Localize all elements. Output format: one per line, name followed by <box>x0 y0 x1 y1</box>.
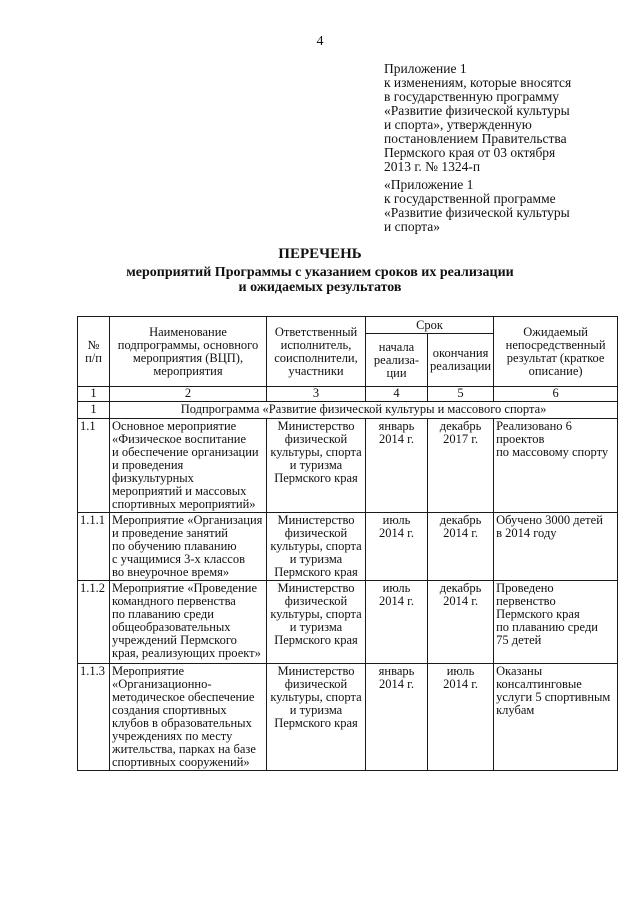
header-term-end <box>428 334 494 387</box>
row-end-line: 2014 г. <box>443 677 479 691</box>
row-result-line: в 2014 году <box>496 526 557 540</box>
original-appendix-line: «Развитие физической культуры <box>384 205 570 220</box>
row-result-line: Реализовано 6 <box>496 419 572 433</box>
original-appendix-line: к государственной программе <box>384 191 556 206</box>
original-appendix-line: «Приложение 1 <box>384 177 474 192</box>
row-responsible-line: физической <box>284 594 348 608</box>
row-name-line: мероприятий и массовых <box>112 484 247 498</box>
appendix-line: в государственную программу <box>384 89 560 104</box>
row-name-line: методическое обеспечение <box>112 690 255 704</box>
row-responsible-line: культуры, спорта <box>270 539 362 553</box>
row-name-line: «Физическое воспитание <box>112 432 247 446</box>
row-name-line: с учащимися 3-х классов <box>112 552 245 566</box>
row-start <box>366 664 428 771</box>
row-name-line: и обеспечение организации <box>112 445 259 459</box>
row-num: 1.1.3 <box>78 664 110 771</box>
row-result-line: проектов <box>496 432 545 446</box>
row-end-line: июль <box>446 664 475 678</box>
row-result-line: услуги 5 спортивным <box>496 690 611 704</box>
row-responsible-line: Пермского края <box>274 565 358 579</box>
header-responsible-line: соисполнители, <box>274 350 358 365</box>
header-term-start-line: реализа- <box>373 352 420 367</box>
row-result-line: Пермского края <box>496 607 580 621</box>
row-end <box>428 513 494 581</box>
row-responsible-line: Министерство <box>277 581 355 595</box>
row-name <box>110 513 267 581</box>
subprogram-num: 1 <box>78 402 110 419</box>
row-start-line: 2014 г. <box>379 526 414 540</box>
row-start-line: 2014 г. <box>379 677 414 691</box>
row-start-line: январь <box>378 664 415 678</box>
row-result-line: Обучено 3000 детей <box>496 513 603 527</box>
row-end-line: 2017 г. <box>443 432 479 446</box>
row-name-line: Мероприятие «Организация <box>112 513 263 527</box>
header-term-end-line: окончания <box>432 346 489 360</box>
row-start-line: июль <box>382 513 411 527</box>
row-name-line: по обучению плаванию <box>112 539 237 553</box>
row-name-line: во внеурочное время» <box>112 565 230 579</box>
header-result-line: непосредственный <box>505 337 606 352</box>
header-num <box>78 317 110 387</box>
row-responsible <box>267 513 366 581</box>
appendix-header <box>384 62 634 174</box>
row-result-line: по плаванию среди <box>496 620 598 634</box>
row-name-line: жительства, парках на базе <box>112 742 256 756</box>
row-result-line: Проведено <box>496 581 554 595</box>
row-result-line: по массовому спорту <box>496 445 609 459</box>
row-responsible-line: физической <box>284 432 348 446</box>
row-result <box>494 664 618 771</box>
row-result <box>494 513 618 581</box>
original-appendix-line: и спорта» <box>384 219 440 234</box>
row-responsible <box>267 419 366 513</box>
table-row <box>78 419 618 513</box>
subprogram-row <box>78 402 618 419</box>
row-num: 1.1.2 <box>78 581 110 664</box>
document-title: ПЕРЕЧЕНЬ <box>278 246 362 262</box>
row-start-line: 2014 г. <box>379 594 414 608</box>
row-result <box>494 419 618 513</box>
row-name-line: общеобразовательных <box>112 620 231 634</box>
header-result-line: результат (краткое <box>506 350 605 365</box>
table-header-row <box>78 317 618 334</box>
row-name-line: физкультурных <box>112 471 194 485</box>
header-name-line: Наименование <box>149 324 227 339</box>
row-result-line: 75 детей <box>496 633 542 647</box>
subtitle-line-2: и ожидаемых результатов <box>238 280 402 295</box>
subprogram-title: Подпрограмма «Развитие физической культуры и массового спорта» <box>110 402 618 419</box>
row-end-line: декабрь <box>439 513 482 527</box>
header-term: Срок <box>366 317 494 334</box>
row-name-line: учреждений Пермского <box>112 633 237 647</box>
header-name-line: мероприятия <box>153 363 223 378</box>
row-end <box>428 664 494 771</box>
row-responsible-line: Пермского края <box>274 471 358 485</box>
row-responsible-line: культуры, спорта <box>270 607 362 621</box>
row-name-line: клубов в образовательных <box>112 716 252 730</box>
row-name-line: Мероприятие <box>112 664 185 678</box>
row-responsible-line: физической <box>284 526 348 540</box>
row-responsible-line: и туризма <box>289 620 343 634</box>
header-term-end-line: реализации <box>430 359 492 373</box>
column-number: 2 <box>110 387 267 402</box>
row-end-line: декабрь <box>439 581 482 595</box>
header-num-line: п/п <box>85 350 102 365</box>
row-result-line: первенство <box>496 594 556 608</box>
row-name-line: командного первенства <box>112 594 236 608</box>
column-number: 4 <box>366 387 428 402</box>
appendix-line: к изменениям, которые вносятся <box>384 75 572 90</box>
row-start-line: январь <box>378 419 415 433</box>
header-responsible <box>267 317 366 387</box>
header-term-start-line: начала <box>378 339 415 354</box>
table-row <box>78 664 618 771</box>
page-number: 4 <box>316 34 324 49</box>
row-responsible-line: Пермского края <box>274 716 358 730</box>
document-subtitle <box>0 265 640 295</box>
row-end-line: 2014 г. <box>443 594 479 608</box>
appendix-line: и спорта», утвержденную <box>384 117 532 132</box>
row-num: 1.1.1 <box>78 513 110 581</box>
header-result <box>494 317 618 387</box>
column-number-row <box>78 387 618 402</box>
header-term-start <box>366 334 428 387</box>
table-row <box>78 513 618 581</box>
column-number: 3 <box>267 387 366 402</box>
row-name-line: Мероприятие «Проведение <box>112 581 258 595</box>
row-responsible-line: Пермского края <box>274 633 358 647</box>
appendix-line: Приложение 1 <box>384 61 467 76</box>
original-appendix <box>384 178 634 234</box>
row-end <box>428 581 494 664</box>
header-term-start-line: ции <box>386 365 407 380</box>
row-name-line: Основное мероприятие <box>112 419 237 433</box>
row-name-line: «Организационно- <box>112 677 212 691</box>
row-responsible-line: физической <box>284 677 348 691</box>
row-responsible-line: и туризма <box>289 458 343 472</box>
row-name-line: создания спортивных <box>112 703 227 717</box>
row-name-line: спортивных мероприятий» <box>112 497 256 511</box>
appendix-line: постановлением Правительства <box>384 131 567 146</box>
row-result <box>494 581 618 664</box>
header-name <box>110 317 267 387</box>
row-name-line: и проведение занятий <box>112 526 228 540</box>
row-result-line: консалтинговые <box>496 677 582 691</box>
row-start <box>366 419 428 513</box>
column-number: 1 <box>78 387 110 402</box>
row-responsible-line: культуры, спорта <box>270 690 362 704</box>
row-name-line: учреждениях по месту <box>112 729 233 743</box>
row-start-line: июль <box>382 581 411 595</box>
subtitle-line-1: мероприятий Программы с указанием сроков их реализации <box>126 265 514 280</box>
row-start <box>366 513 428 581</box>
row-name <box>110 581 267 664</box>
header-name-line: мероприятия (ВЦП), <box>132 350 244 365</box>
row-name <box>110 419 267 513</box>
row-responsible-line: Министерство <box>277 419 355 433</box>
row-name-line: и проведения <box>112 458 184 472</box>
header-responsible-line: исполнитель, <box>280 337 352 352</box>
row-responsible <box>267 664 366 771</box>
row-name <box>110 664 267 771</box>
row-start <box>366 581 428 664</box>
row-end-line: 2014 г. <box>443 526 479 540</box>
appendix-line: Пермского края от 03 октября <box>384 145 556 160</box>
row-name-line: края, реализующих проект» <box>112 646 261 660</box>
header-num-line: № <box>87 337 100 352</box>
row-num: 1.1 <box>78 419 110 513</box>
row-result-line: клубам <box>496 703 535 717</box>
table-row <box>78 581 618 664</box>
appendix-line: 2013 г. № 1324-п <box>384 159 481 174</box>
row-result-line: Оказаны <box>496 664 543 678</box>
header-result-line: описание) <box>528 363 583 378</box>
column-number: 6 <box>494 387 618 402</box>
header-responsible-line: Ответственный <box>274 324 358 339</box>
row-responsible <box>267 581 366 664</box>
row-end-line: декабрь <box>439 419 482 433</box>
row-end <box>428 419 494 513</box>
row-name-line: по плаванию среди <box>112 607 214 621</box>
header-responsible-line: участники <box>288 363 344 378</box>
appendix-line: «Развитие физической культуры <box>384 103 570 118</box>
header-result-line: Ожидаемый <box>523 324 588 339</box>
header-name-line: подпрограммы, основного <box>117 337 259 352</box>
column-number: 5 <box>428 387 494 402</box>
row-responsible-line: и туризма <box>289 703 343 717</box>
row-responsible-line: и туризма <box>289 552 343 566</box>
row-name-line: спортивных сооружений» <box>112 755 250 769</box>
row-responsible-line: Министерство <box>277 513 355 527</box>
measures-table <box>77 316 618 771</box>
row-responsible-line: Министерство <box>277 664 355 678</box>
row-start-line: 2014 г. <box>379 432 414 446</box>
row-responsible-line: культуры, спорта <box>270 445 362 459</box>
